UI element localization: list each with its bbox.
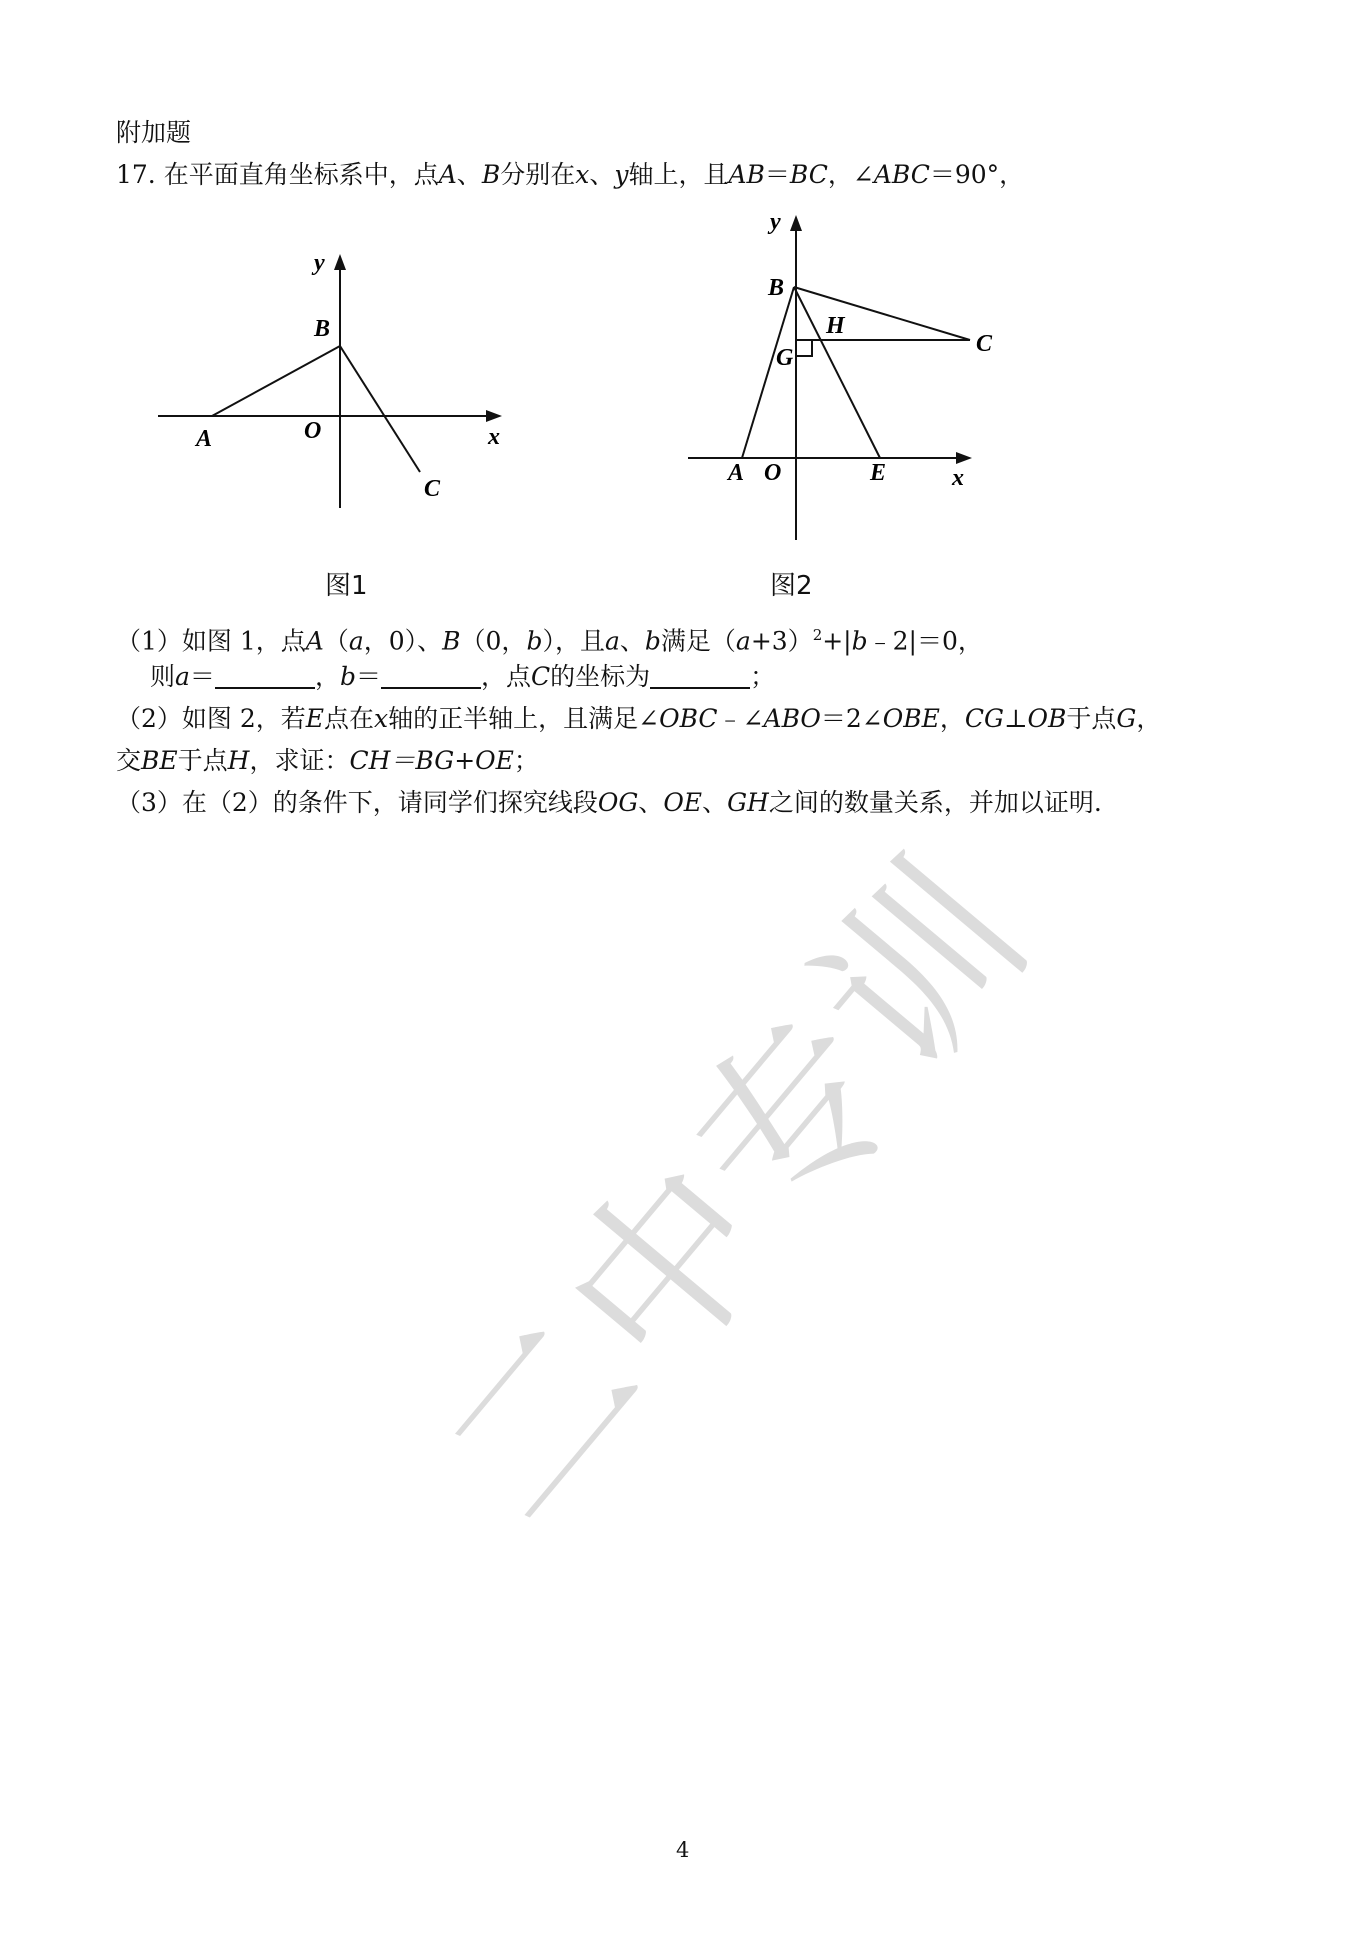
text: ﹣2|＝0，: [867, 626, 983, 656]
part-3: [116, 786, 1102, 820]
var: CG: [964, 704, 1005, 733]
text: 于点: [1066, 704, 1117, 733]
var: b: [644, 626, 661, 656]
var: OB: [1027, 704, 1067, 733]
answer-blank-b[interactable]: [381, 661, 481, 689]
text: 之间的数量关系，并加以证明.: [768, 788, 1102, 817]
y-axis-arrow: [790, 215, 802, 231]
text: 点在: [324, 704, 375, 733]
text: ，: [314, 662, 340, 691]
stem-text: ＝90°，: [929, 160, 1025, 189]
var: E: [305, 704, 325, 733]
var: a: [175, 662, 190, 691]
label-y: y: [314, 250, 325, 276]
text: 于点: [177, 746, 228, 775]
var: b: [851, 626, 868, 656]
text: ＝2∠: [820, 704, 883, 733]
segment-AB: [212, 346, 340, 416]
y-axis-arrow: [334, 254, 346, 270]
text: ＝: [355, 662, 381, 691]
stem-var: x: [575, 160, 590, 189]
problem-stem: [116, 158, 1024, 192]
label-O: O: [304, 418, 322, 444]
text: ＝: [189, 662, 215, 691]
segment-BC: [794, 287, 970, 340]
var: H: [227, 746, 250, 775]
stem-var: ABC: [873, 160, 930, 189]
label-y: y: [770, 209, 781, 235]
text: ；: [513, 746, 539, 775]
stem-var: B: [481, 160, 501, 189]
var: OBE: [882, 704, 940, 733]
label-x: x: [488, 424, 500, 450]
var: b: [526, 626, 543, 656]
answer-blank-a[interactable]: [215, 661, 315, 689]
answer-blank-c[interactable]: [650, 661, 750, 689]
var: GH: [727, 788, 769, 817]
page-number: 4: [676, 1838, 690, 1862]
x-axis-arrow: [956, 452, 972, 464]
var: OE: [663, 788, 703, 817]
part-2-line-2: [116, 744, 539, 778]
var: ABO: [763, 704, 821, 733]
text: ，0）、: [363, 626, 443, 656]
var: a: [735, 626, 751, 656]
text: 、: [702, 788, 728, 817]
text: 、: [619, 626, 645, 656]
segment-AB: [742, 287, 794, 458]
label-C: C: [424, 476, 441, 502]
label-E: E: [870, 460, 887, 486]
text: ，点: [480, 662, 531, 691]
figure-2: [680, 205, 1010, 550]
equation: CH＝BG+OE: [349, 746, 514, 775]
label-B: B: [314, 316, 331, 342]
figure-1: [150, 240, 510, 520]
text: 则: [150, 662, 176, 691]
var: a: [604, 626, 620, 656]
text: ，: [939, 704, 965, 733]
text: 交: [116, 746, 142, 775]
figure-1-caption: 图1: [325, 571, 368, 601]
stem-var: BC: [789, 160, 828, 189]
text: （2）如图 2，若: [116, 704, 306, 733]
part-1-line-2: [150, 660, 775, 694]
part-2-line-1: [116, 702, 1161, 736]
stem-text: 、: [456, 160, 482, 189]
var: BE: [141, 746, 178, 775]
var: B: [442, 626, 461, 656]
stem-text: ，∠: [827, 160, 874, 189]
stem-text: 在平面直角坐标系中，点: [163, 160, 439, 189]
stem-text: ＝: [764, 160, 790, 189]
segment-BC: [340, 346, 420, 472]
watermark: 二中专训: [397, 820, 1071, 1564]
label-B: B: [768, 275, 785, 301]
var: x: [374, 704, 389, 733]
var: a: [348, 626, 364, 656]
var: C: [531, 662, 551, 691]
stem-var: AB: [728, 160, 765, 189]
text: ⊥: [1004, 704, 1028, 733]
var: A: [305, 626, 324, 656]
x-axis-arrow: [486, 410, 502, 422]
label-A: A: [728, 460, 745, 486]
text: ﹣∠: [717, 704, 764, 733]
right-angle-mark: [796, 340, 812, 356]
label-A: A: [196, 426, 213, 452]
stem-text: 、: [589, 160, 615, 189]
text: +|: [822, 626, 852, 656]
label-x: x: [952, 465, 964, 491]
text: （0，: [460, 626, 527, 656]
text: ，: [1136, 704, 1162, 733]
stem-var: y: [614, 160, 629, 189]
stem-text: 分别在: [500, 160, 576, 189]
var: OG: [597, 788, 639, 817]
figure-2-caption: 图2: [770, 571, 813, 601]
text: 的坐标为: [550, 662, 651, 691]
section-title: 附加题: [116, 118, 192, 147]
text: （: [323, 626, 349, 656]
label-O: O: [764, 460, 782, 486]
var: b: [339, 662, 356, 691]
superscript: 2: [812, 626, 823, 644]
text: （3）在（2）的条件下，请同学们探究线段: [116, 788, 598, 817]
text: ；: [750, 662, 776, 691]
stem-text: 轴上，且: [628, 160, 729, 189]
label-C: C: [976, 331, 993, 357]
text: 满足（: [660, 626, 736, 656]
text: 轴的正半轴上，且满足∠: [388, 704, 660, 733]
text: +3）: [750, 626, 813, 656]
problem-number: 17.: [116, 160, 156, 189]
text: ），且: [542, 626, 605, 656]
text: （1）如图 1，点: [116, 626, 306, 656]
label-G: G: [776, 345, 794, 371]
label-H: H: [826, 313, 845, 339]
part-1-line-1: [116, 618, 983, 658]
var: G: [1116, 704, 1137, 733]
text: 、: [638, 788, 664, 817]
var: OBC: [659, 704, 718, 733]
text: ，求证：: [249, 746, 350, 775]
stem-var: A: [438, 160, 457, 189]
